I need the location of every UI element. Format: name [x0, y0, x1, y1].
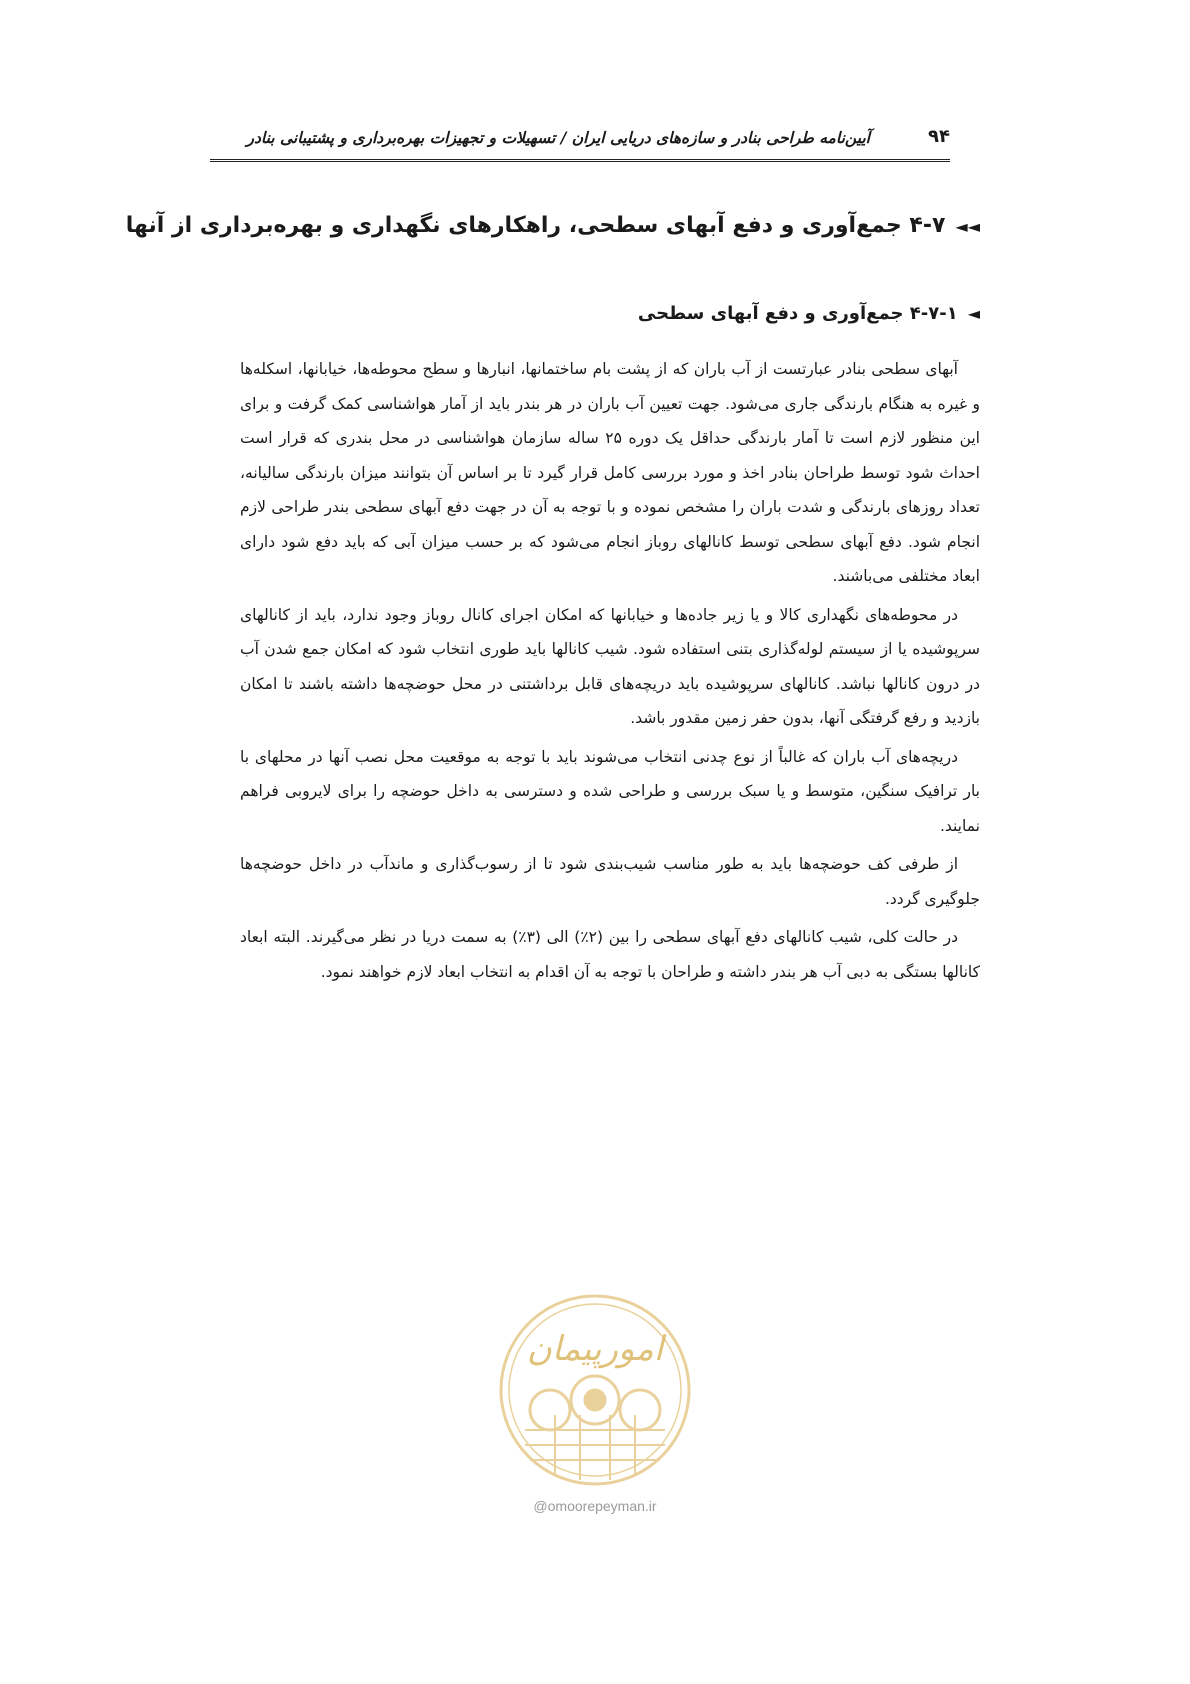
running-title: آیین‌نامه طراحی بنادر و سازه‌های دریایی ایران / تسهیلات و تجهیزات بهره‌برداری و پشتیبانی بنادر — [246, 128, 870, 147]
paragraph: آبهای سطحی بنادر عبارتست از آب باران که از پشت بام ساختمانها، انبارها و سطح محوطه‌ها، خیابانها، اسکله‌ها و غیره به هنگام بارندگی جاری می‌شود. جهت تعیین آب باران در هر بندر باید از آمار هواشناسی کمک گرفت و برای این منظور لازم است تا آمار بارندگی حداقل یک دوره ۲۵ ساله سازمان هواشناسی در محل بندری که قرار است احداث شود توسط طراحان بنادر اخذ و مورد بررسی کامل قرار گیرد تا بر اساس آن بتوانند میزان بارندگی سالیانه، تعداد روزهای بارندگی و شدت باران را مشخص نموده و با توجه به آن در جهت دفع آبهای سطحی بندر طراحی لازم انجام شود. دفع آبهای سطحی توسط کانالهای روباز انجام می‌شود که بر حسب میزان آبی که باید دفع شود دارای ابعاد مختلفی می‌باشند. — [240, 360, 980, 585]
paragraph: در حالت کلی، شیب کانالهای دفع آبهای سطحی را بین (۲٪) الی (۳٪) به سمت دریا در نظر می‌گیرند. البته ابعاد کانالها بستگی به دبی آب هر بندر داشته و طراحان با توجه به آن اقدام به انتخاب ابعاد لازم خواهند نمود. — [240, 928, 980, 981]
watermark-logo — [495, 1290, 695, 1490]
double-arrow-marker-icon: ◄◄ — [955, 217, 980, 236]
subsection-heading-text: ۴-۷-۱ جمع‌آوری و دفع آبهای سطحی — [637, 303, 958, 324]
subsection-heading — [210, 303, 980, 324]
section-heading — [125, 213, 980, 238]
body-text — [240, 352, 980, 993]
watermark-logo-text: امورپیمان — [526, 1329, 664, 1369]
page-header — [210, 122, 950, 162]
page-number: ۹۴ — [928, 126, 950, 147]
watermark-seal-icon — [495, 1290, 695, 1490]
arrow-marker-icon: ◄ — [967, 304, 980, 323]
paragraph: دریچه‌های آب باران که غالباً از نوع چدنی انتخاب می‌شوند باید با توجه به موقعیت محل نصب آنها در محلهای با بار ترافیک سنگین، متوسط و یا سبک بررسی و طراحی شده و دسترسی به داخل حوضچه را برای لایروبی فراهم نمایند. — [240, 747, 980, 835]
section-heading-text: ۴-۷ جمع‌آوری و دفع آبهای سطحی، راهکارهای نگهداری و بهره‌برداری از آنها — [125, 213, 946, 238]
paragraph: در محوطه‌های نگهداری کالا و یا زیر جاده‌ها و خیابانها که امکان اجرای کانال روباز وجود ندارد، باید از کانالهای سرپوشیده یا از سیستم لوله‌گذاری بتنی استفاده شود. شیب کانالها باید طوری انتخاب شود که امکان جمع شدن آب در درون کانالها نباشد. کانالهای سرپوشیده باید دریچه‌های قابل برداشتنی در محل حوضچه‌ها داشته باشند تا امکان بازدید و رفع گرفتگی آنها، بدون حفر زمین مقدور باشد. — [240, 605, 980, 727]
paragraph: از طرفی کف حوضچه‌ها باید به طور مناسب شیب‌بندی شود تا از رسوب‌گذاری و ماندآب در داخل حوضچه‌ها جلوگیری گردد. — [240, 855, 980, 908]
watermark-caption: @omoorepeyman.ir — [533, 1498, 657, 1514]
